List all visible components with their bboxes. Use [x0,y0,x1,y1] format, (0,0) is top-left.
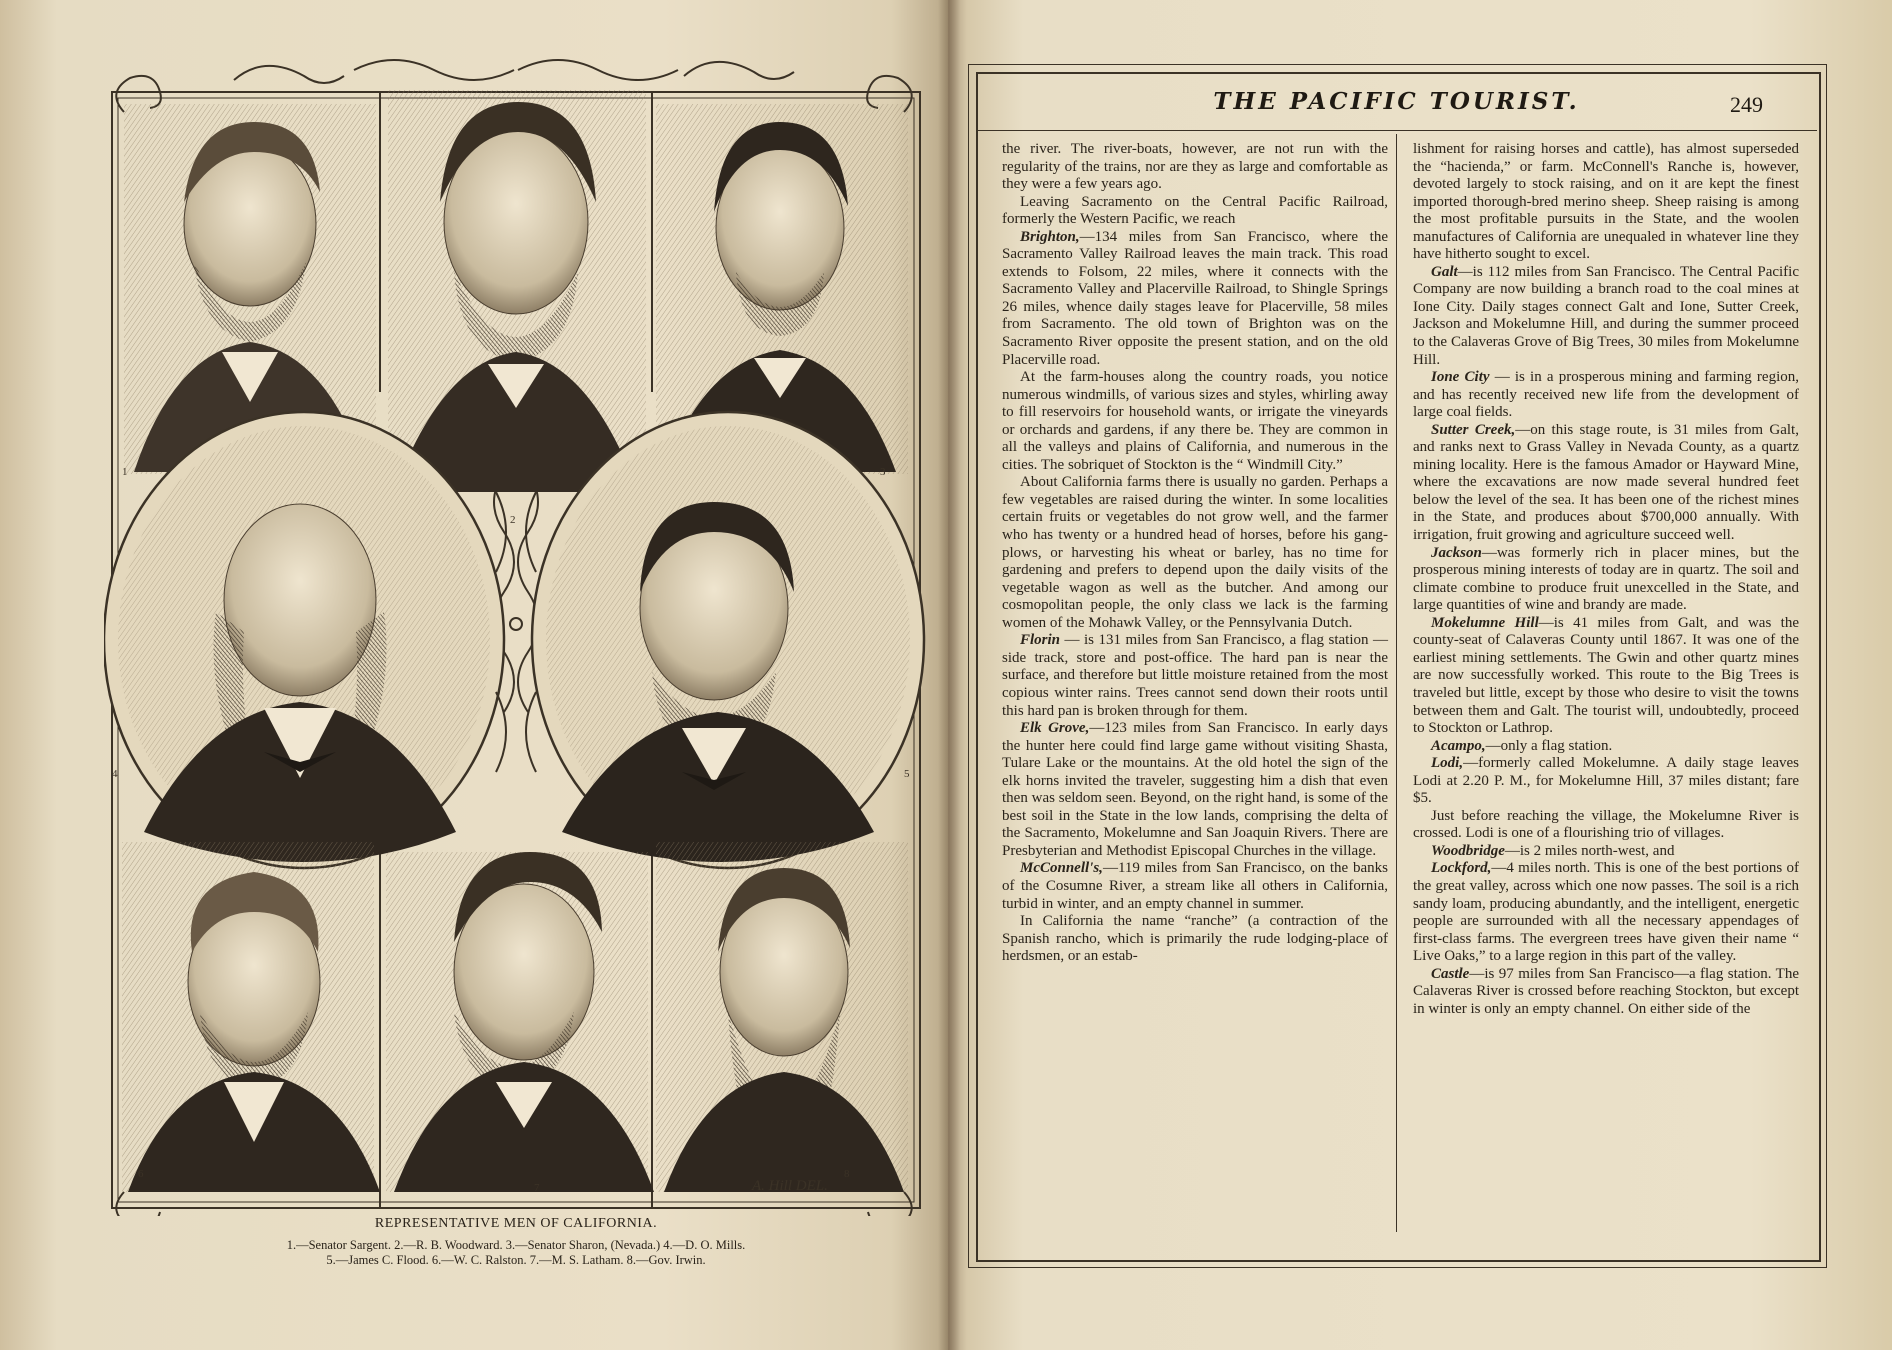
caption-line-1: 1.—Senator Sargent. 2.—R. B. Woodward. 3.—Senator Sharon, (Nevada.) 4.—D. O. Mills. [286,1238,746,1252]
caption-title: REPRESENTATIVE MEN OF CALIFORNIA. [374,1216,658,1231]
portrait-plate [104,52,928,1216]
paragraph [1002,913,1388,966]
paragraph-text: —is 41 miles from Galt, and was the county-seat of Calaveras County until 1867. It was one of the earliest mining settlements. The Gwin and other quartz mines are now successfully worked. This route to the Big Trees is traveled but little, except by those who desire to visit the towns between them and Galt. The tourist will, undoubtedly, proceed to Stockton or Lathrop. [1413,614,1800,737]
paragraph [1413,422,1799,545]
portrait-number-6: 6 [138,1168,144,1180]
paragraph [1002,369,1388,474]
place-name: Florin [1020,632,1061,649]
paragraph-text: Just before reaching the village, the Mokelumne River is crossed. Lodi is one of a flourishing trio of villages. [1413,807,1799,842]
header-rule [976,130,1817,131]
engraver-signature: A. Hill DEL. [752,1178,828,1194]
column-rule [1396,134,1397,1232]
text-column-left [1002,141,1388,966]
paragraph-text: —119 miles from San Francisco, on the banks of the Cosumne River, a stream like all others in California, turbid in winter, and an empty channel in summer. [1002,860,1388,912]
portrait-number-2: 2 [510,514,516,526]
paragraph-text: Leaving Sacramento on the Central Pacific Railroad, formerly the Western Pacific, we reach [1002,193,1388,228]
paragraph [1002,720,1388,860]
portrait-number-7: 7 [534,1182,540,1194]
paragraph-text: In California the name “ranche” (a contraction of the Spanish rancho, which is primarily the rude lodging-place of herdsmen, or an estab- [1002,913,1388,965]
place-name: Mokelumne Hill [1431,614,1539,631]
portrait-5 [532,412,924,868]
paragraph-text: —was formerly rich in placer mines, but the prosperous mining interests of today are in quartz. The soil and climate combine to produce fruit unexcelled in the State, and large quantities of wine and brandy are made. [1413,544,1799,614]
paragraph [1413,738,1799,756]
paragraph-text: —134 miles from San Francisco, where the Sacramento Valley Railroad leaves the main track. This road extends to Folsom, 22 miles, where it connects with the Sacramento Valley and Placerville Railroad, to Shingle Springs 26 miles, whence daily stages leave for Placerville, 58 miles from Sacramento. The old town of Brighton was on the Sacramento River opposite the present station, and on the old Placerville road. [1002,228,1388,368]
paragraph-text: —4 miles north. This is one of the best portions of the great valley, across which one now passes. The soil is a rich sandy loam, producing abundantly, and the intelligent, energetic people are surrounded with all the necessary appendages of first-class farms. The evergreen trees have given their name “ Live Oaks,” to a large region in this part of the valley. [1413,860,1799,965]
place-name: Jackson [1431,544,1482,561]
caption-line-2: 5.—James C. Flood. 6.—W. C. Ralston. 7.—M. S. Latham. 8.—Gov. Irwin. [326,1253,706,1267]
paragraph-text: About California farms there is usually no garden. Perhaps a few vegetables are raised during the winter. In some localities certain fruits or vegetables do not grow well, and the farmer who has twenty or a hundred head of horses, before his gang-plows, or harvesting his wheat or barley, has no time for gardening and prefers to depend upon the daily visits of the vegetable wagon as well as the butcher. And among our cosmopolitan people, the only class we lack is the farming women of the Mohawk Valley, or the Pennsylvania Dutch. [1002,474,1388,631]
paragraph [1413,615,1799,738]
paragraph-text: —123 miles from San Francisco. In early days the hunter here could find large game without visiting Shasta, Tulare Lake or the mountains. At the old hotel the sign of the elk horns invited the traveler, suggesting him a dish that even then was seldom seen. Beyond, on the right hand, is some of the best soil in the State in the low lands, comprising the delta of the Sacramento, Mokelumne and San Joaquin Rivers. There are Presbyterian and Methodist Episcopal Churches in the village. [1002,720,1388,859]
paragraph [1413,966,1799,1019]
paragraph-text: — is 131 miles from San Francisco, a flag station — side track, store and post-office. The hard pan is near the surface, and therefore but little moisture retained from the most copious winter rains. Trees cannot send down their roots until this hard pan is broken through for them. [1002,632,1388,719]
paragraph-text: At the farm-houses along the country roads, you notice numerous windmills, of various sizes and styles, whirling away to fill reservoirs for household wants, or irrigate the vineyards or orchards and gardens, if any there be. They are common in all the valleys and plains of California, and numerous in the cities. The sobriquet of Stockton is the “ Windmill City.” [1002,369,1388,473]
place-name: Woodbridge [1431,842,1505,859]
place-name: Sutter Creek, [1431,421,1516,438]
paragraph [1413,755,1799,808]
plate-caption [104,1216,928,1268]
paragraph [1413,545,1799,615]
paragraph [1002,860,1388,913]
paragraph [1413,843,1799,861]
paragraph-text: —only a flag station. [1485,737,1613,754]
paragraph [1413,808,1799,843]
paragraph [1413,369,1799,422]
paragraph-text: the river. The river-boats, however, are not run with the regularity of the trains, nor are they as large and comfortable as they were a few years ago. [1002,141,1388,193]
place-name: Lodi, [1431,755,1464,772]
paragraph [1413,141,1799,264]
portrait-7 [386,852,654,1192]
paragraph [1002,229,1388,369]
paragraph-text: — is in a prosperous mining and farming region, and has recently received new life from the development of large coal fields. [1413,369,1799,421]
place-name: Brighton, [1020,228,1080,245]
paragraph [1002,632,1388,720]
portrait-number-5: 5 [904,768,910,780]
paragraph [1413,264,1799,369]
paragraph [1002,141,1388,194]
book-gutter [938,0,960,1350]
portrait-number-4: 4 [112,768,118,780]
plate-engraving [104,52,928,1216]
paragraph [1413,860,1799,965]
portrait-2 [388,90,646,492]
paragraph-text: lishment for raising horses and cattle), has almost superseded the “hacienda,” or farm. McConnell's Ranche is, however, devoted largely to stock raising, and on it are kept the finest imported thorough-bred merino sheep. Sheep raising is among the most profitable pursuits in the State, and the woolen manufactures of California are unequaled in whatever line they have hitherto sought to excel. [1413,141,1799,263]
paragraph-text: —on this stage route, is 31 miles from Galt, and ranks next to Grass Valley in Nevada County, as a quartz mining locality. Here is the famous Amador or Hayward Mine, where the excavations are now made several hundred feet below the level of the sea. It has been one of the richest mines in the State, and produces about $700,000 annually. With irrigation, fruit growing and agriculture succeed well. [1413,421,1799,544]
page-number: 249 [1730,92,1763,117]
paragraph-text: —formerly called Mokelumne. A daily stage leaves Lodi at 2.20 P. M., for Mokelumne Hill, 37 miles distant; fare $5. [1413,755,1799,807]
place-name: Ione City [1431,369,1490,386]
place-name: Acampo, [1431,737,1486,754]
paragraph-text: —is 112 miles from San Francisco. The Central Pacific Company are now building a branch road to the coal mines at Ione City. Daily stages connect Galt and Ione, Sutter Creek, Jackson and Mokelumne Hill, and during the summer proceed to the Calaveras Grove of Big Trees, 30 miles from Mokelumne Hill. [1413,263,1799,368]
running-title: THE PACIFIC TOURIST. [1213,88,1580,115]
portrait-4 [104,412,504,868]
place-name: Castle [1431,965,1470,982]
text-column-right [1413,141,1799,1018]
paragraph [1002,194,1388,229]
place-name: McConnell's, [1020,860,1103,877]
place-name: Galt [1431,263,1458,280]
portrait-number-8: 8 [844,1168,850,1180]
portrait-8 [656,842,908,1192]
paragraph-text: —is 97 miles from San Francisco—a flag station. The Calaveras River is crossed before reaching Stockton, but except in winter is only an empty channel. On either side of the [1413,965,1799,1017]
paragraph [1002,474,1388,632]
place-name: Lockford, [1431,860,1492,877]
paragraph-text: —is 2 miles north-west, and [1504,842,1675,859]
portrait-number-3: 3 [880,466,886,478]
place-name: Elk Grove, [1020,720,1090,737]
portrait-6 [122,842,380,1192]
portrait-number-1: 1 [122,466,128,478]
